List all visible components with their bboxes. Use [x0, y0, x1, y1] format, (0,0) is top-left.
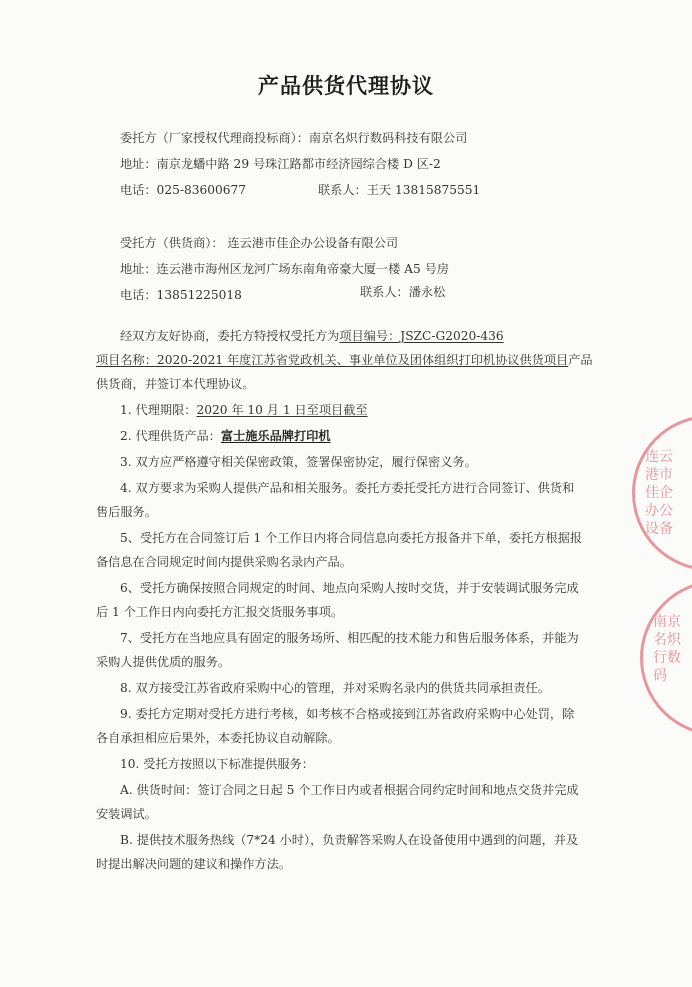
item-7-line-2: 采购人提供优质的服务。	[96, 655, 231, 669]
item-7-line-1: 7、受托方在当地应具有固定的服务场所、相匹配的技术能力和售后服务体系，并能为	[120, 631, 579, 645]
document-title: 产品供货代理协议	[258, 74, 434, 98]
seal-upper-text: 连云港市佳企办公设备	[645, 449, 673, 537]
item-4-line-1: 4. 双方要求为采购人提供产品和相关服务。委托方委托受托方进行合同签订、供货和	[120, 481, 575, 495]
item-3: 3. 双方应严格遵守相关保密政策，签署保密协定，履行保密义务。	[120, 455, 477, 469]
item-9-line-2: 各自承担相应后果外，本委托协议自动解除。	[96, 731, 340, 745]
intro-text-2: 产品	[568, 353, 593, 367]
principal-address: 地址：南京龙蟠中路 29 号珠江路都市经济园综合楼 D 区-2	[120, 157, 441, 171]
item-2	[120, 428, 331, 444]
agency-period: 2020 年 10 月 1 日至项目截至	[196, 403, 368, 417]
item-B-line-1: B. 提供技术服务热线（7*24 小时），负责解答采购人在设备使用中遇到的问题，并及	[120, 833, 579, 847]
project-name: 项目名称：2020-2021 年度江苏省党政机关、事业单位及团体组织打印机协议供货项目	[96, 353, 569, 367]
item-10: 10. 受托方按照以下标准提供服务：	[120, 757, 314, 771]
item-A-line-2: 安装调试。	[96, 807, 157, 821]
principal-name: 委托方（厂家授权代理商投标商）：南京名炽行数码科技有限公司	[120, 131, 468, 145]
agency-product: 富士施乐品牌打印机	[220, 429, 331, 443]
intro-text: 经双方友好协商，委托方特授权受托方为	[120, 329, 340, 343]
item-6-line-2: 后 1 个工作日内向委托方汇报交货服务事项。	[96, 605, 344, 619]
item-1	[120, 402, 368, 418]
seal-lower-text: 南京名炽行数码	[653, 614, 681, 684]
item-4-line-2: 售后服务。	[96, 505, 157, 519]
item-1-label: 1. 代理期限：	[120, 403, 197, 417]
item-6-line-1: 6、受托方确保按照合同规定的时间、地点向采购人按时交货，并于安装调试服务完成	[120, 581, 579, 595]
project-number: 项目编号：JSZC-G2020-436	[339, 329, 504, 343]
item-5-line-1: 5、受托方在合同签订后 1 个工作日内将合同信息向委托方报备并下单，委托方根据报	[120, 531, 583, 545]
item-8: 8. 双方接受江苏省政府采购中心的管理，并对采购名录内的供货共同承担责任。	[120, 681, 550, 695]
item-9-line-1: 9. 委托方定期对受托方进行考核，如考核不合格或接到江苏省政府采购中心处罚，除	[120, 707, 575, 721]
item-5-line-2: 备信息在合同规定时间内提供采购名录内产品。	[96, 555, 352, 569]
principal-contact: 联系人：王天 13815875551	[318, 183, 481, 197]
item-B-line-2: 时提出解决问题的建议和操作方法。	[96, 857, 291, 871]
item-A-line-1: A. 供货时间：签订合同之日起 5 个工作日内或者根据合同约定时间和地点交货并完成	[120, 783, 579, 797]
intro-line-1	[120, 328, 504, 344]
agent-name: 受托方（供货商）： 连云港市佳企办公设备有限公司	[120, 236, 399, 250]
item-2-label: 2. 代理供货产品：	[120, 429, 221, 443]
agent-address: 地址：连云港市海州区龙河广场东南角帝豪大厦一楼 A5 号房	[120, 262, 449, 276]
agent-contact: 联系人：潘永松	[360, 285, 446, 299]
intro-line-3: 供货商，并签订本代理协议。	[96, 377, 255, 391]
intro-line-2	[96, 352, 593, 368]
company-seal-lower	[640, 580, 692, 736]
company-seal-upper	[632, 415, 692, 571]
agent-phone: 电话：13851225018	[120, 288, 242, 302]
principal-phone: 电话：025-83600677	[120, 183, 246, 197]
